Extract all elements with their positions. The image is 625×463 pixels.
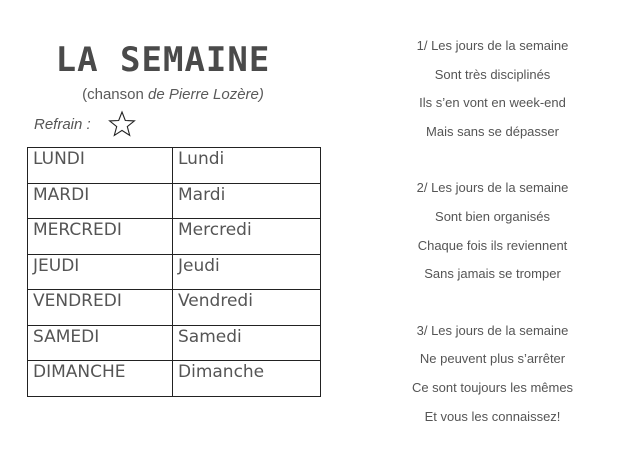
- day-lower: Lundi: [173, 148, 321, 184]
- table-row: [28, 361, 321, 397]
- table-row: [28, 219, 321, 255]
- page-title: LA SEMAINE: [55, 40, 271, 80]
- day-lower: Dimanche: [173, 361, 321, 397]
- day-upper: MERCREDI: [28, 219, 173, 255]
- day-upper: LUNDI: [28, 148, 173, 184]
- table-row: [28, 148, 321, 184]
- day-upper: DIMANCHE: [28, 361, 173, 397]
- day-lower: Mardi: [173, 183, 321, 219]
- verse-line: Chaque fois ils reviennent: [417, 237, 568, 253]
- verse-line: 3/ Les jours de la semaine: [416, 322, 569, 338]
- day-lower: Mercredi: [173, 219, 321, 255]
- verse-line: Sont bien organisés: [435, 208, 550, 224]
- day-lower: Samedi: [173, 325, 321, 361]
- stanza-1: [385, 36, 600, 150]
- verse-line: Ils s’en vont en week-end: [419, 95, 566, 111]
- day-upper: JEUDI: [28, 254, 173, 290]
- verse-line: Sont très disciplinés: [434, 66, 551, 82]
- verse-line: Mais sans se dépasser: [426, 123, 559, 139]
- verse-line: Ne peuvent plus s’arrêter: [419, 351, 566, 367]
- verse-line: Sans jamais se tromper: [424, 266, 561, 282]
- subtitle-prefix: (chanson: [82, 86, 148, 103]
- refrain-label: Refrain :: [34, 116, 91, 133]
- verse-line: Et vous les connaissez!: [424, 408, 561, 424]
- subtitle-author: de Pierre Lozère): [147, 86, 264, 103]
- stanza-2: [385, 178, 600, 292]
- table-row: [28, 254, 321, 290]
- verse-line: Ce sont toujours les mêmes: [411, 379, 574, 395]
- star-outline-icon: [108, 110, 136, 138]
- table-row: [28, 183, 321, 219]
- day-upper: MARDI: [28, 183, 173, 219]
- verse-line: 1/ Les jours de la semaine: [416, 38, 569, 53]
- day-upper: SAMEDI: [28, 325, 173, 361]
- stanza-3: [385, 321, 600, 435]
- day-lower: Jeudi: [173, 254, 321, 290]
- day-lower: Vendredi: [173, 290, 321, 326]
- table-row: [28, 290, 321, 326]
- verse-line: 2/ Les jours de la semaine: [416, 180, 569, 196]
- days-table: [27, 147, 321, 397]
- subtitle: [28, 86, 318, 103]
- table-row: [28, 325, 321, 361]
- song-verses: [385, 36, 600, 463]
- day-upper: VENDREDI: [28, 290, 173, 326]
